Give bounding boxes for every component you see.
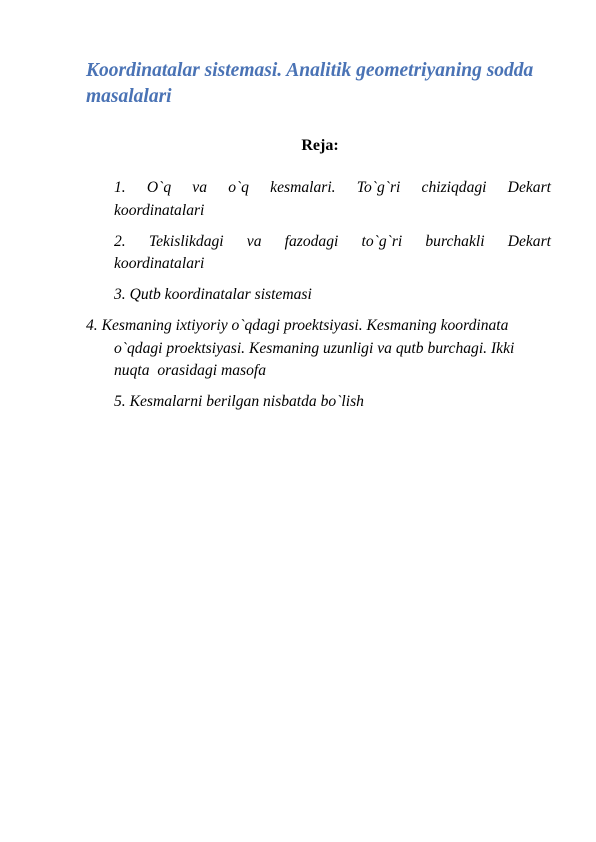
plan-item: 5. Kesmalarni berilgan nisbatda bo`lish: [114, 393, 364, 410]
plan-item: 3. Qutb koordinatalar sistemasi: [114, 286, 312, 303]
plan-item-line: 1. O`q va o`q kesmalari. To`g`ri chiziqdagi Dekart: [114, 179, 551, 196]
plan-item-line: koordinatalari: [114, 201, 205, 219]
plan-item-line: koordinatalari: [114, 255, 205, 272]
plan-item: [114, 177, 551, 222]
plan-item: [114, 231, 551, 276]
plan-item-line: 2. Tekislikdagi va fazodagi to`g`ri burchakli Dekart: [114, 232, 551, 250]
page-title: Koordinatalar sistemasi. Analitik geometriyaning sodda masalalari: [86, 60, 534, 107]
plan-item: 4. Kesmaning ixtiyoriy o`qdagi proektsiyasi. Kesmaning koordinata o`qdagi proektsiyasi. Kesmaning uzunligi va qutb burchagi. Ikki nuqta orasidagi masofa: [86, 317, 517, 379]
plan-list: [86, 177, 551, 422]
plan-heading: Reja:: [301, 137, 339, 154]
